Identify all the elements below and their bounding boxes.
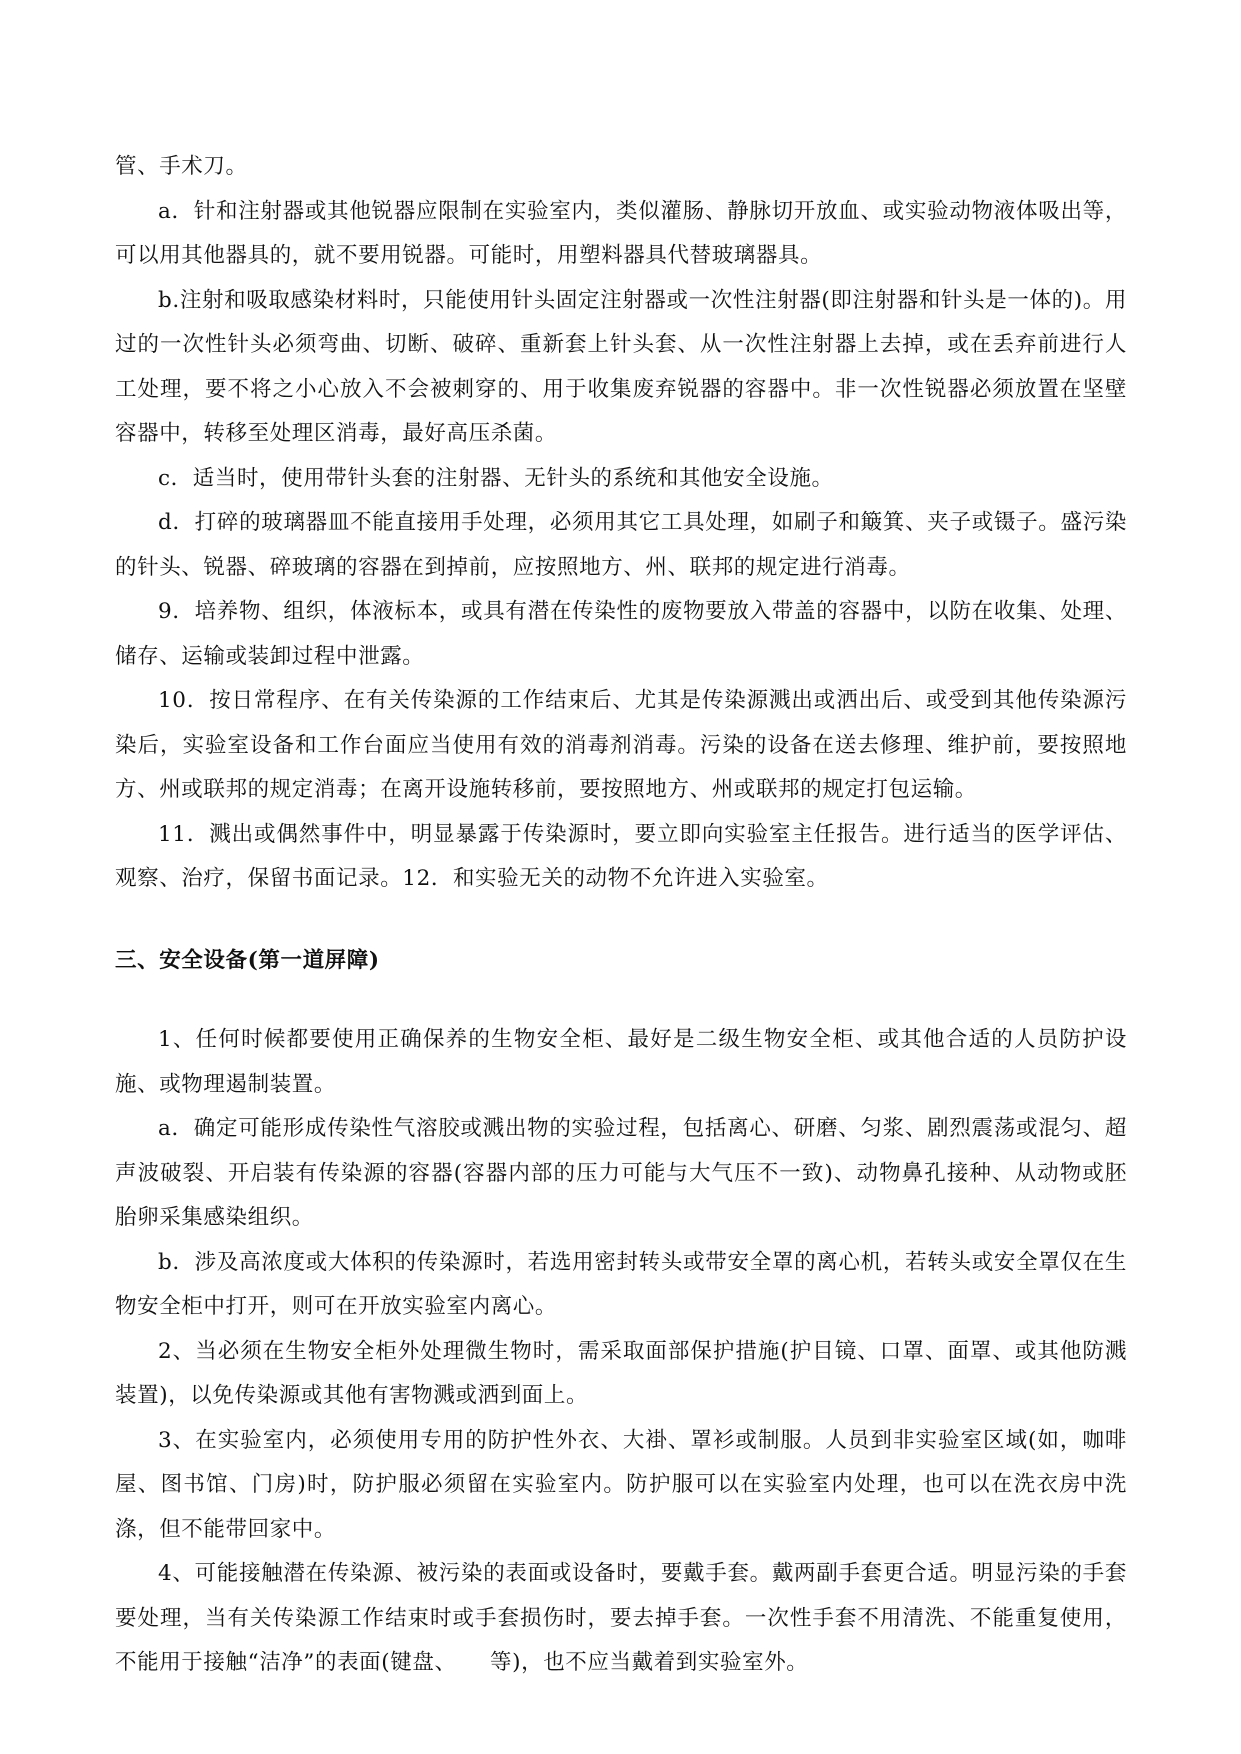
paragraph-item-10: 10．按日常程序、在有关传染源的工作结束后、尤其是传染源溅出或洒出后、或受到其他传染源污染后，实验室设备和工作台面应当使用有效的消毒剂消毒。污染的设备在送去修理、维护前，要按照地方、州或联邦的规定消毒；在离开设施转移前，要按照地方、州或联邦的规定打包运输。 — [115, 688, 1127, 802]
spacer — [115, 902, 1127, 939]
section-heading: 三、安全设备(第一道屏障) — [115, 947, 380, 973]
paragraph-equipment-1: 1、任何时候都要使用正确保养的生物安全柜、最好是二级生物安全柜、或其他合适的人员防护设施、或物理遏制装置。 — [115, 1027, 1127, 1097]
document-body — [115, 145, 1127, 1686]
paragraph-needle-d: d．打碎的玻璃器皿不能直接用手处理，必须用其它工具处理，如刷子和簸箕、夹子或镊子。盛污染的针头、锐器、碎玻璃的容器在到掉前，应按照地方、州、联邦的规定进行消毒。 — [115, 510, 1127, 580]
paragraph-needle-c: c．适当时，使用带针头套的注射器、无针头的系统和其他安全设施。 — [158, 465, 834, 491]
paragraph-item-11-12: 11．溅出或偶然事件中，明显暴露于传染源时，要立即向实验室主任报告。进行适当的医学评估、观察、治疗，保留书面记录。12．和实验无关的动物不允许进入实验室。 — [115, 821, 1127, 891]
paragraph-equipment-3: 3、在实验室内，必须使用专用的防护性外衣、大褂、罩衫或制服。人员到非实验室区域(如，咖啡屋、图书馆、门房)时，防护服必须留在实验室内。防护服可以在实验室内处理，也可以在洗衣房中洗涤，但不能带回家中。 — [115, 1427, 1127, 1542]
paragraph-item-9: 9．培养物、组织，体液标本，或具有潜在传染性的废物要放入带盖的容器中，以防在收集、处理、储存、运输或装卸过程中泄露。 — [115, 599, 1127, 669]
paragraph-needle-a: a．针和注射器或其他锐器应限制在实验室内，类似灌肠、静脉切开放血、或实验动物液体吸出等，可以用其他器具的，就不要用锐器。可能时，用塑料器具代替玻璃器具。 — [115, 198, 1127, 268]
continuation-line: 管、手术刀。 — [115, 154, 248, 179]
paragraph-needle-b: b.注射和吸取感染材料时，只能使用针头固定注射器或一次性注射器(即注射器和针头是一体的)。用过的一次性针头必须弯曲、切断、破碎、重新套上针头套、从一次性注射器上去掉，或在丢弃前进行人工处理，要不将之小心放入不会被刺穿的、用于收集废弃锐器的容器中。非一次性锐器必须放置在坚壁容器中，转移至处理区消毒，最好高压杀菌。 — [115, 287, 1127, 446]
spacer — [115, 983, 1127, 1018]
paragraph-equipment-2: 2、当必须在生物安全柜外处理微生物时，需采取面部保护措施(护目镜、口罩、面罩、或其他防溅装置)，以免传染源或其他有害物溅或洒到面上。 — [115, 1338, 1127, 1408]
paragraph-equipment-4: 4、可能接触潜在传染源、被污染的表面或设备时，要戴手套。戴两副手套更合适。明显污染的手套要处理，当有关传染源工作结束时或手套损伤时，要去掉手套。一次性手套不用清洗、不能重复使用，不能用于接触“洁净”的表面(键盘、 等)，也不应当戴着到实验室外。 — [115, 1561, 1127, 1675]
paragraph-equipment-1a: a．确定可能形成传染性气溶胶或溅出物的实验过程，包括离心、研磨、匀浆、剧烈震荡或混匀、超声波破裂、开启装有传染源的容器(容器内部的压力可能与大气压不一致)、动物鼻孔接种、从动物或胚胎卵采集感染组织。 — [115, 1116, 1127, 1230]
paragraph-equipment-1b: b．涉及高浓度或大体积的传染源时，若选用密封转头或带安全罩的离心机，若转头或安全罩仅在生物安全柜中打开，则可在开放实验室内离心。 — [115, 1249, 1127, 1319]
